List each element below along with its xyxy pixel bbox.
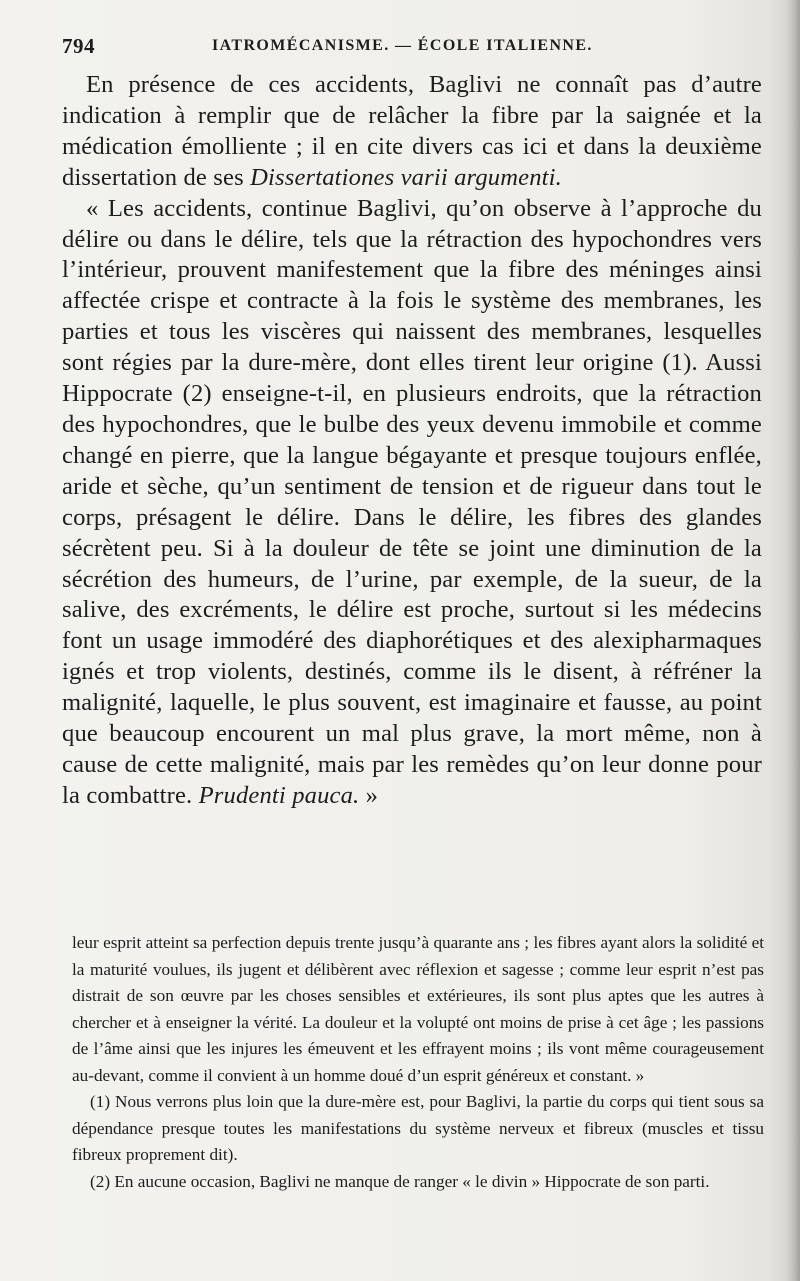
footnote-1: (1) Nous verrons plus loin que la dure-mère est, pour Baglivi, la partie du corps qui tient sous sa dépendance presque toutes les manifestations du système nerveux et fibreux (muscles et tissu fibreux proprement dit).	[72, 1092, 764, 1164]
paragraph-2-italic-phrase: Prudenti pauca.	[198, 781, 360, 809]
paragraph-2-text: « Les accidents, continue Baglivi, qu’on observe à l’approche du délire ou dans le délire, tels que la rétraction des hypochondres vers l’intérieur, prouvent manifestement que la fibre des méninges ainsi affectée crispe et contracte à la fois le système des membranes, les parties et tous les viscères qui naissent des membranes, lesquelles sont régies par la dure-mère, dont elles tirent leur origine (1). Aussi Hippocrate (2) enseigne-t-il, en plusieurs endroits, que la rétraction des hypochondres, que le bulbe des yeux devenu immobile et comme changé en pierre, que la langue bégayante et presque toujours enflée, aride et sèche, qu’un sentiment de tension et de rigueur dans tout le corps, présagent le délire. Dans le délire, les fibres des glandes sécrètent peu. Si à la douleur de tête se joint une diminution de la sécrétion des humeurs, de l’urine, par exemple, de la sueur, de la salive, des excréments, le délire est proche, surtout si les médecins font un usage immodéré des diaphorétiques et des alexipharmaques ignés et trop violents, destinés, comme ils le disent, à réfréner la malignité, laquelle, le plus souvent, est imaginaire et fausse, au point que beaucoup encourent un mal plus grave, la mort même, non à cause de cette malignité, mais par les remèdes qu’on leur donne pour la combattre.	[62, 194, 762, 809]
paragraph-1-title-italic: Dissertationes varii argumenti.	[250, 163, 562, 191]
page-edge-shadow	[786, 0, 800, 1281]
main-text	[62, 70, 762, 812]
footnote-list	[72, 1089, 764, 1195]
footnote-2: (2) En aucune occasion, Baglivi ne manque de ranger « le divin » Hippocrate de son parti.	[90, 1171, 710, 1191]
running-head: IATROMÉCANISME. — ÉCOLE ITALIENNE.	[212, 37, 593, 54]
footnotes	[72, 930, 764, 1195]
footnote-continuation: leur esprit atteint sa perfection depuis trente jusqu’à quarante ans ; les fibres ayant alors la solidité et la maturité voulues, ils jugent et délibèrent avec réflexion et sagesse ; comme leur esprit n’est pas distrait de son œuvre par les choses sensibles et extérieures, ils sont plus aptes que les autres à chercher et à enseigner la vérité. La douleur et la volupté ont moins de prise à cet âge ; les passions de l’âme ainsi que les injures les émeuvent et les effrayent moins ; ils vont même courageusement au-devant, comme il convient à un homme doué d’un esprit généreux et constant. »	[72, 933, 764, 1085]
paragraph-2-close-quote: »	[359, 781, 379, 809]
paragraph-2	[62, 194, 762, 812]
paragraph-1-text: En présence de ces accidents, Baglivi ne connaît pas d’autre indication à remplir que de relâcher la fibre par la saignée et la médication émolliente ; il en cite divers cas ici et dans la deuxième dissertation de ses	[62, 71, 762, 191]
paragraph-1	[62, 70, 762, 194]
page-number: 794	[62, 34, 95, 58]
page-header	[62, 34, 762, 64]
